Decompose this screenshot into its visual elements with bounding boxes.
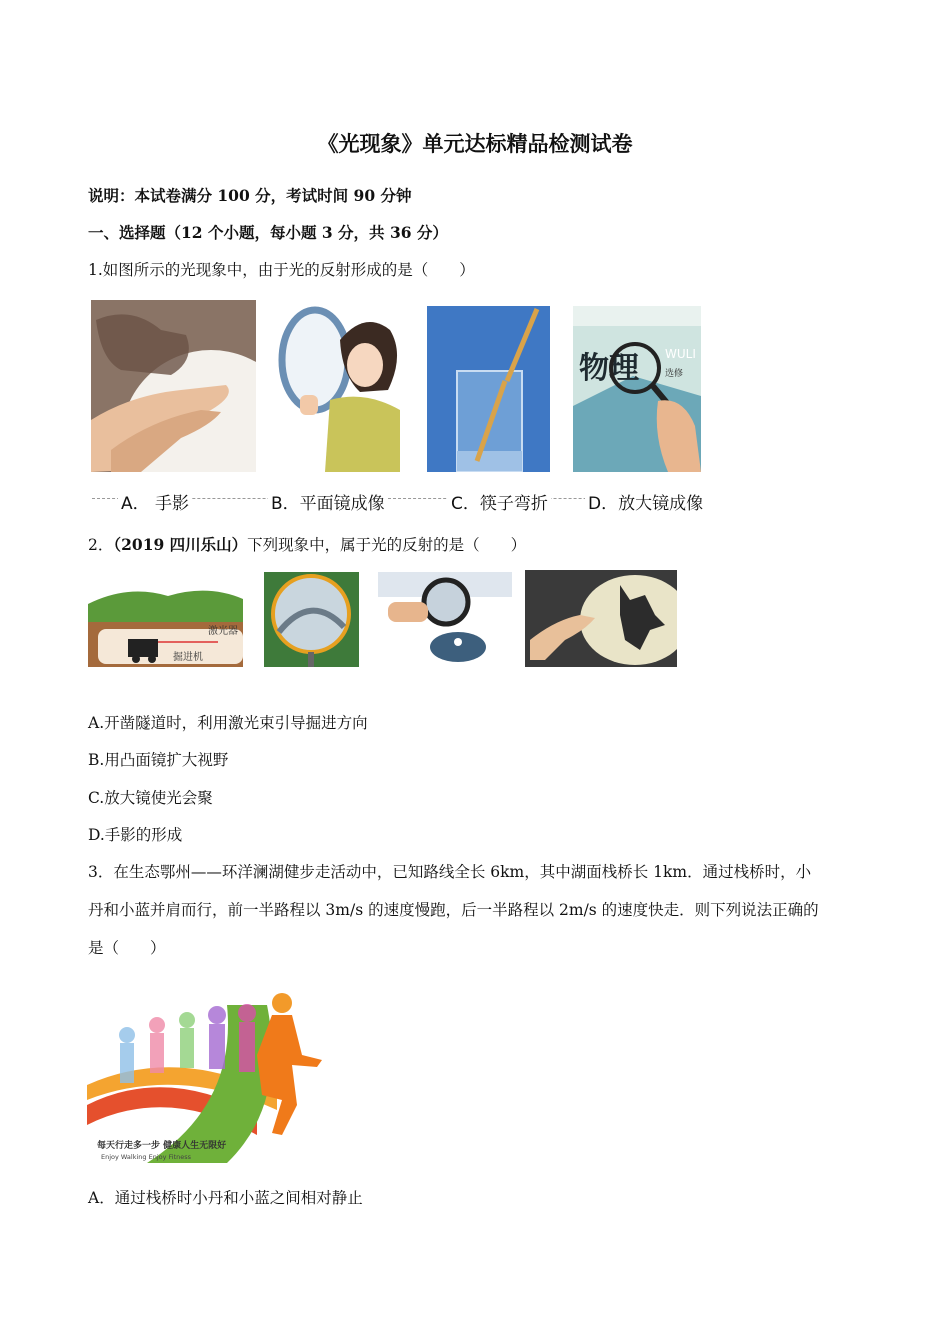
q2-option-b: B.用凸面镜扩大视野 xyxy=(88,751,229,769)
poster-slogan-cn: 每天行走多一步 健康人生无限好 xyxy=(97,1141,227,1151)
q2-option-c: C.放大镜使光会聚 xyxy=(88,789,213,807)
question-2-stem: 2．（2019 四川乐山）下列现象中，属于光的反射的是（ ） xyxy=(88,535,527,554)
section-heading: 一、选择题（12 个小题，每小题 3 分，共 36 分） xyxy=(88,223,448,242)
convex-mirror-image xyxy=(264,572,359,667)
book-title-text: 物理 xyxy=(579,351,639,386)
magnifier-sun-image xyxy=(378,572,512,667)
q1-caption-a: A． 手影 xyxy=(118,489,192,514)
question-1-stem: 1.如图所示的光现象中，由于光的反射形成的是（ ） xyxy=(88,261,475,279)
magnifier-book-image xyxy=(573,306,701,472)
hand-shadow-image xyxy=(91,300,256,472)
laser-label: 激光器 xyxy=(208,626,238,637)
q1-caption-d: D．放大镜成像 xyxy=(585,489,706,514)
q1-caption-c: C．筷子弯折 xyxy=(448,489,551,514)
hand-shadow-dog-image xyxy=(525,570,677,667)
book-brand-text: WULI xyxy=(665,347,696,361)
question-3-line-3: 是（ ） xyxy=(88,939,166,957)
chopsticks-in-water-image xyxy=(427,306,550,472)
question-3-line-1: 3．在生态鄂州——环洋澜湖健步走活动中，已知路线全长 6km，其中湖面栈桥长 1km．通过栈桥时，小 xyxy=(88,863,812,881)
exam-note: 说明：本试卷满分 100 分，考试时间 90 分钟 xyxy=(88,186,412,205)
tunnel-laser-image xyxy=(88,584,243,667)
book-sub-text: 选修 xyxy=(665,369,684,379)
plane-mirror-image xyxy=(270,300,410,472)
machine-label: 掘进机 xyxy=(173,652,203,663)
q3-option-a: A．通过栈桥时小丹和小蓝之间相对静止 xyxy=(88,1189,363,1207)
walking-poster-image xyxy=(87,985,357,1163)
q2-option-d: D.手影的形成 xyxy=(88,826,183,844)
question-3-line-2: 丹和小蓝并肩而行，前一半路程以 3m/s 的速度慢跑，后一半路程以 2m/s 的速度快走．则下列说法正确的 xyxy=(88,901,819,919)
poster-slogan-en: Enjoy Walking Enjoy Fitness xyxy=(101,1153,192,1161)
page-title: 《光现象》单元达标精品检测试卷 xyxy=(317,131,633,156)
q1-caption-b: B．平面镜成像 xyxy=(268,489,388,514)
q2-option-a: A.开凿隧道时，利用激光束引导掘进方向 xyxy=(88,714,368,732)
